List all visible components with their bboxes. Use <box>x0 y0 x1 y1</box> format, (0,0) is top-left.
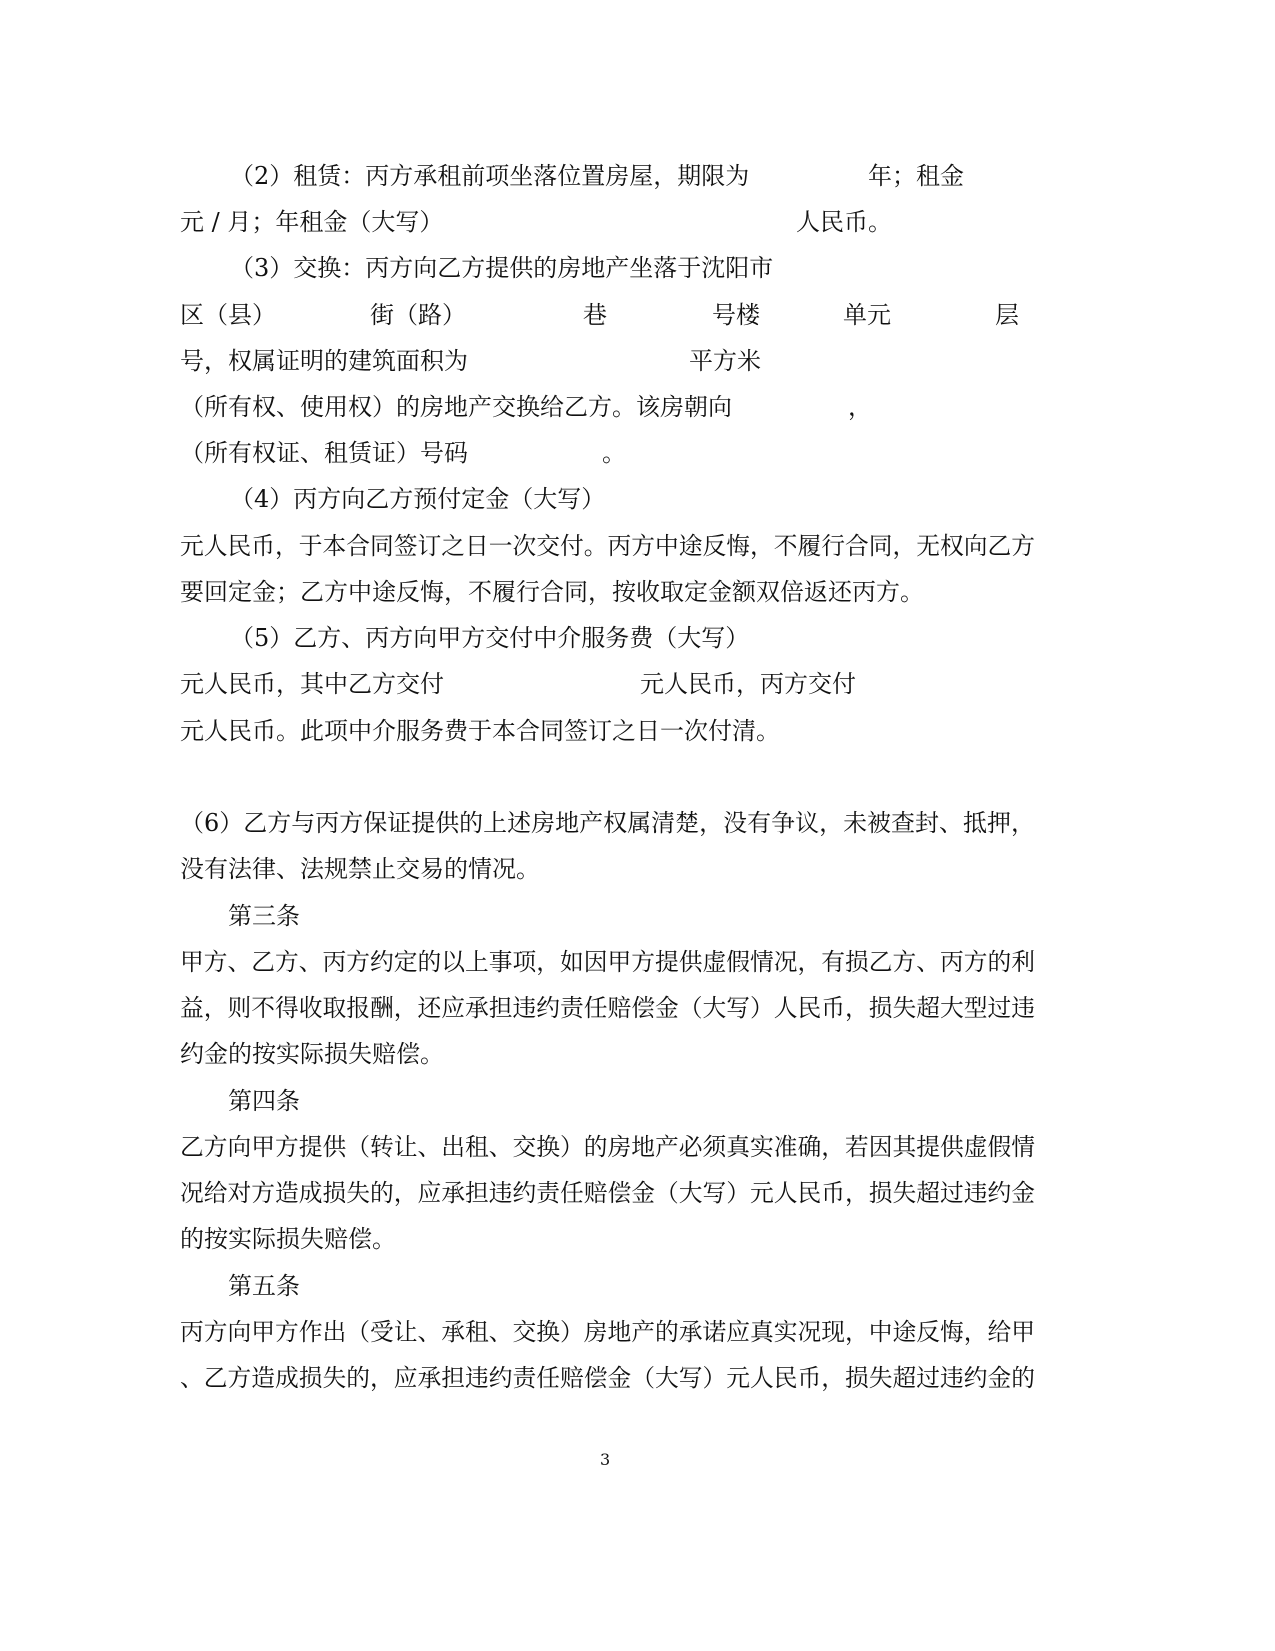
section-heading: 第五条 <box>228 1272 300 1300</box>
text-line: （3）交换：丙方向乙方提供的房地产坐落于沈阳市 <box>230 254 774 282</box>
text-line: 要回定金；乙方中途反悔，不履行合同，按收取定金额双倍返还丙方。 <box>180 578 924 606</box>
text-line: （5）乙方、丙方向甲方交付中介服务费（大写） <box>230 624 750 652</box>
text-line: 元人民币。此项中介服务费于本合同签订之日一次付清。 <box>180 717 780 745</box>
section-heading: 第四条 <box>228 1087 300 1115</box>
text-line: 况给对方造成损失的，应承担违约责任赔偿金（大写）元人民币，损失超过违约金 <box>180 1179 1036 1207</box>
text-line: 乙方向甲方提供（转让、出租、交换）的房地产必须真实准确，若因其提供虚假情 <box>180 1133 1036 1161</box>
text-line: 层 <box>995 301 1019 329</box>
text-line: 的按实际损失赔偿。 <box>180 1225 396 1253</box>
text-line: 没有法律、法规禁止交易的情况。 <box>180 855 540 883</box>
text-line: 街（路） <box>370 301 466 329</box>
text-line: 号楼 <box>712 301 760 329</box>
text-line: 约金的按实际损失赔偿。 <box>180 1040 444 1068</box>
text-line: （4）丙方向乙方预付定金（大写） <box>230 485 606 513</box>
text-line: 、乙方造成损失的，应承担违约责任赔偿金（大写）元人民币，损失超过违约金的 <box>180 1364 1036 1392</box>
page-number: 3 <box>600 1450 611 1469</box>
text-line: 丙方向甲方作出（受让、承租、交换）房地产的承诺应真实况现，中途反悔，给甲 <box>180 1318 1036 1346</box>
text-line: 人民币。 <box>796 208 892 236</box>
text-line: 区（县） <box>180 301 276 329</box>
text-line: （所有权证、租赁证）号码 <box>180 439 468 467</box>
section-heading: 第三条 <box>228 902 300 930</box>
text-line: 平方米 <box>689 347 761 375</box>
text-line: 甲方、乙方、丙方约定的以上事项，如因甲方提供虚假情况，有损乙方、丙方的利 <box>180 948 1036 976</box>
text-line: ， <box>848 393 872 421</box>
text-line: 年；租金 <box>868 162 964 190</box>
text-line: 号，权属证明的建筑面积为 <box>180 347 468 375</box>
text-line: （所有权、使用权）的房地产交换给乙方。该房朝向 <box>180 393 732 421</box>
text-line: 。 <box>602 439 626 467</box>
text-line: 元人民币，丙方交付 <box>640 670 856 698</box>
text-line: （2）租赁：丙方承租前项坐落位置房屋，期限为 <box>230 162 750 190</box>
text-line: 元人民币，其中乙方交付 <box>180 670 444 698</box>
text-line: 巷 <box>583 301 607 329</box>
text-line: 元 / 月；年租金（大写） <box>180 208 444 236</box>
text-line: 单元 <box>843 301 891 329</box>
text-line: 元人民币，于本合同签订之日一次交付。丙方中途反悔，不履行合同，无权向乙方 <box>180 532 1036 560</box>
text-line: （6）乙方与丙方保证提供的上述房地产权属清楚，没有争议，未被查封、抵押， <box>180 809 1036 837</box>
text-line: 益，则不得收取报酬，还应承担违约责任赔偿金（大写）人民币，损失超大型过违 <box>180 994 1036 1022</box>
